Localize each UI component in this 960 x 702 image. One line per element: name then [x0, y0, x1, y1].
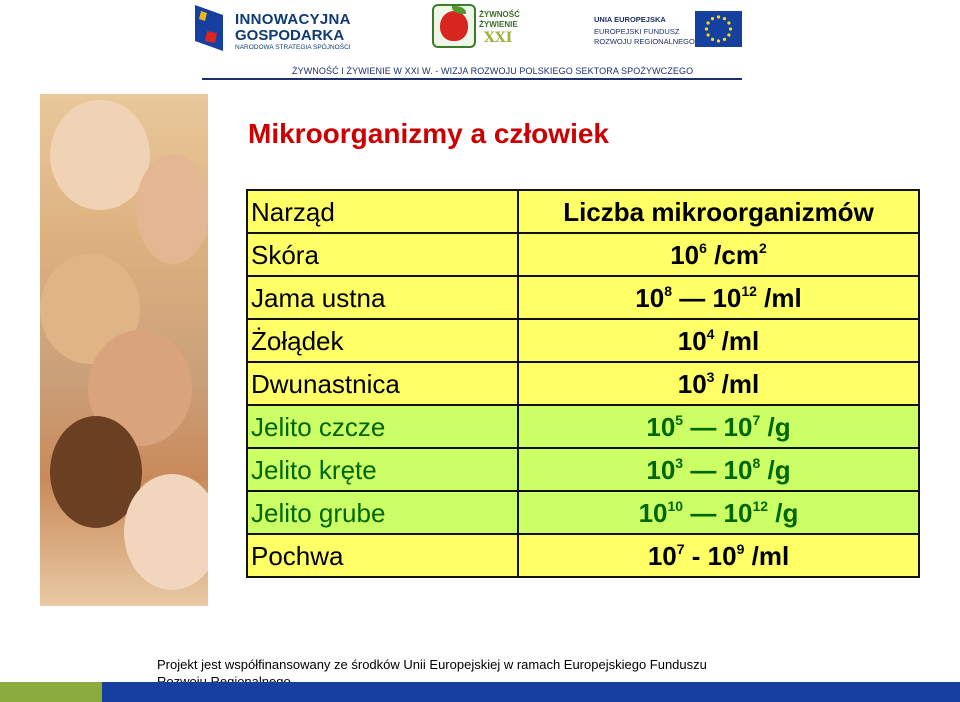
logo-zz-line1: ŻYWNOŚĆ [479, 10, 520, 19]
count-base: 10 [646, 454, 676, 485]
slide-title: Mikroorganizmy a człowiek [248, 118, 609, 149]
count-exponent-2: 7 [752, 411, 761, 428]
footer-bar-blue [102, 682, 960, 702]
count-exponent: 8 [664, 282, 672, 299]
innowacyjna-gospodarka-logo [193, 3, 368, 55]
count-base: 10 [638, 497, 668, 528]
table-row [247, 362, 919, 405]
count-unit: /g [760, 411, 791, 442]
eu-logo [594, 11, 746, 51]
count-exponent: 3 [706, 368, 715, 385]
header-organ: Narząd [247, 190, 518, 233]
count-exponent: 5 [675, 411, 684, 428]
count-base: 10 [677, 368, 707, 399]
organ-cell: Żołądek [247, 319, 518, 362]
count-base: 10 [677, 325, 707, 356]
count-exponent-2: 12 [741, 282, 757, 299]
table-row [247, 491, 919, 534]
header-count: Liczba mikroorganizmów [518, 190, 919, 233]
zywnosc-zywienie-logo [432, 4, 524, 50]
count-cell [518, 276, 919, 319]
count-base-2: 10 [723, 411, 753, 442]
count-separator: — [683, 497, 724, 528]
star-flag-icon [193, 3, 229, 53]
organ-cell: Dwunastnica [247, 362, 518, 405]
count-base-2: 10 [707, 540, 737, 571]
count-exponent: 3 [675, 454, 684, 471]
header-divider [202, 78, 742, 80]
count-cell [518, 491, 919, 534]
organ-cell: Jelito grube [247, 491, 518, 534]
logo-ue-line2: EUROPEJSKI FUNDUSZ [594, 27, 680, 36]
organ-cell: Jama ustna [247, 276, 518, 319]
count-exponent: 10 [667, 497, 684, 514]
count-cell [518, 448, 919, 491]
table-row [247, 233, 919, 276]
logo-ue-line3: ROZWOJU REGIONALNEGO [594, 37, 695, 46]
count-cell [518, 405, 919, 448]
count-cell [518, 362, 919, 405]
footer-note: Projekt jest współfinansowany ze środków Unii Europejskiej w ramach Europejskiego Funduszu [157, 657, 707, 672]
count-base: 10 [670, 239, 700, 270]
count-exponent: 6 [699, 239, 707, 256]
count-exponent: 4 [706, 325, 715, 342]
apple-icon [440, 11, 468, 41]
count-cell [518, 534, 919, 577]
count-unit: /g [768, 497, 799, 528]
table-row [247, 448, 919, 491]
count-exponent: 7 [676, 540, 685, 557]
logo-zz-line3: XXI [484, 30, 513, 46]
count-base: 10 [647, 540, 677, 571]
count-unit: /ml [756, 282, 802, 313]
count-separator: — [683, 454, 724, 485]
footer-bar-green [0, 682, 102, 702]
logo-ig-line1: INNOWACYJNA [235, 11, 351, 28]
organ-cell: Jelito czcze [247, 405, 518, 448]
microorganisms-table [246, 189, 920, 578]
table-header-row [247, 190, 919, 233]
count-base: 10 [635, 282, 665, 313]
count-unit: /ml [744, 540, 790, 571]
unit-exponent: 2 [758, 239, 767, 256]
face-elderly [50, 100, 150, 210]
organ-cell: Jelito kręte [247, 448, 518, 491]
count-base-2: 10 [712, 282, 742, 313]
count-unit: /cm [706, 239, 759, 270]
count-cell [518, 319, 919, 362]
table-row [247, 405, 919, 448]
count-base-2: 10 [723, 454, 753, 485]
logo-ue-line1: UNIA EUROPEJSKA [594, 15, 666, 24]
count-separator: — [683, 411, 724, 442]
organ-cell: Pochwa [247, 534, 518, 577]
count-unit: /g [760, 454, 791, 485]
table-row [247, 534, 919, 577]
face-baby [124, 474, 208, 590]
faces-photo-collage [40, 94, 208, 606]
eu-flag-icon [695, 11, 742, 47]
footer-bar [0, 682, 960, 702]
logo-zz-line2: ŻYWIENIE [479, 20, 518, 29]
table-row [247, 319, 919, 362]
count-cell [518, 233, 919, 276]
organ-cell: Skóra [247, 233, 518, 276]
count-exponent-2: 8 [752, 454, 761, 471]
header-slogan: ŻYWNOŚĆ I ŻYWIENIE W XXI W. - WIZJA ROZWOJU POLSKIEGO SEKTORA SPOŻYWCZEGO [292, 66, 694, 76]
count-unit: /ml [714, 368, 760, 399]
face-woman [136, 154, 208, 264]
count-exponent-2: 12 [752, 497, 769, 514]
count-exponent-2: 9 [736, 540, 745, 557]
count-base-2: 10 [723, 497, 753, 528]
count-base: 10 [646, 411, 676, 442]
logo-ig-line2: GOSPODARKA [235, 27, 345, 44]
count-separator: — [671, 282, 713, 313]
table-row [247, 276, 919, 319]
count-separator: - [684, 540, 708, 571]
count-unit: /ml [714, 325, 760, 356]
logo-ig-line3: NARODOWA STRATEGIA SPÓJNOŚCI [235, 44, 351, 51]
